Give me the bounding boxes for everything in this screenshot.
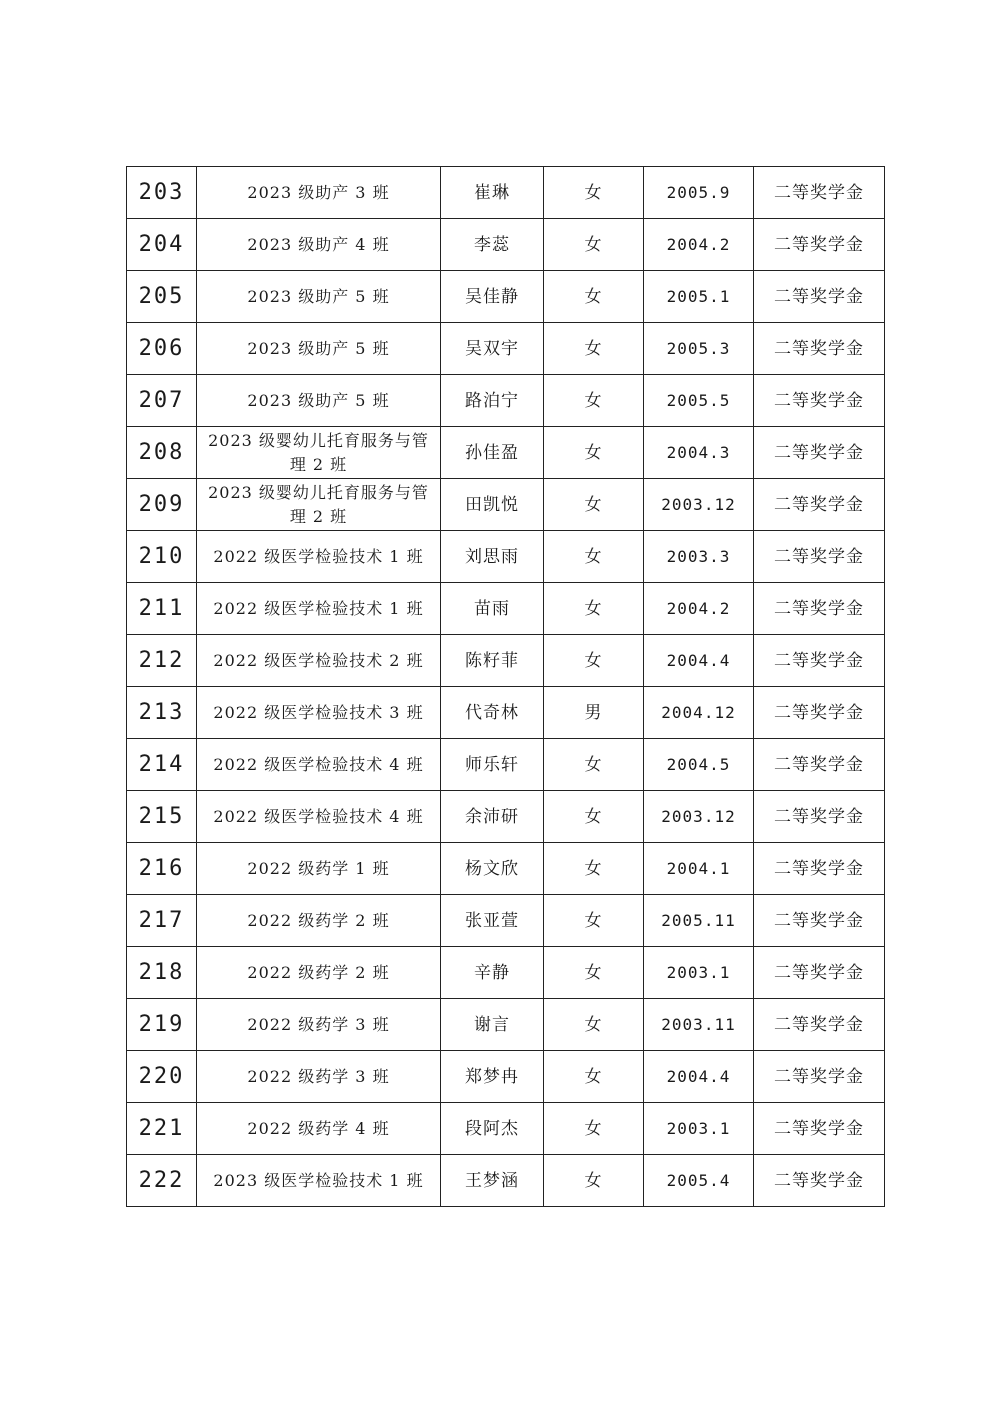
gender-cell: 女	[544, 479, 644, 531]
gender-cell: 女	[544, 843, 644, 895]
award-cell: 二等奖学金	[754, 687, 885, 739]
table-row	[127, 947, 885, 999]
row-number-cell: 207	[127, 375, 197, 427]
gender-cell: 女	[544, 1155, 644, 1207]
class-cell: 2022 级医学检验技术 3 班	[197, 687, 441, 739]
award-cell: 二等奖学金	[754, 999, 885, 1051]
birth-date-cell: 2005.3	[644, 323, 754, 375]
name-cell: 辛静	[441, 947, 544, 999]
class-cell: 2022 级医学检验技术 4 班	[197, 739, 441, 791]
class-cell: 2022 级药学 3 班	[197, 999, 441, 1051]
name-cell: 吴佳静	[441, 271, 544, 323]
name-cell: 田凯悦	[441, 479, 544, 531]
gender-cell: 女	[544, 531, 644, 583]
row-number-cell: 215	[127, 791, 197, 843]
table-row	[127, 843, 885, 895]
gender-cell: 女	[544, 167, 644, 219]
birth-date-cell: 2005.9	[644, 167, 754, 219]
table-row	[127, 375, 885, 427]
name-cell: 师乐轩	[441, 739, 544, 791]
award-cell: 二等奖学金	[754, 635, 885, 687]
birth-date-cell: 2003.12	[644, 791, 754, 843]
name-cell: 张亚萱	[441, 895, 544, 947]
name-cell: 孙佳盈	[441, 427, 544, 479]
row-number-cell: 204	[127, 219, 197, 271]
birth-date-cell: 2004.2	[644, 219, 754, 271]
table-row	[127, 1051, 885, 1103]
row-number-cell: 206	[127, 323, 197, 375]
birth-date-cell: 2004.4	[644, 1051, 754, 1103]
birth-date-cell: 2003.3	[644, 531, 754, 583]
birth-date-cell: 2003.11	[644, 999, 754, 1051]
gender-cell: 女	[544, 583, 644, 635]
award-cell: 二等奖学金	[754, 739, 885, 791]
award-cell: 二等奖学金	[754, 271, 885, 323]
table-row	[127, 1155, 885, 1207]
gender-cell: 女	[544, 1103, 644, 1155]
birth-date-cell: 2004.12	[644, 687, 754, 739]
award-cell: 二等奖学金	[754, 323, 885, 375]
table-row	[127, 531, 885, 583]
birth-date-cell: 2004.4	[644, 635, 754, 687]
gender-cell: 女	[544, 895, 644, 947]
class-cell: 2022 级医学检验技术 1 班	[197, 531, 441, 583]
scholarship-table	[126, 166, 885, 1207]
award-cell: 二等奖学金	[754, 1155, 885, 1207]
name-cell: 王梦涵	[441, 1155, 544, 1207]
name-cell: 杨文欣	[441, 843, 544, 895]
name-cell: 郑梦冉	[441, 1051, 544, 1103]
gender-cell: 男	[544, 687, 644, 739]
birth-date-cell: 2005.11	[644, 895, 754, 947]
birth-date-cell: 2005.5	[644, 375, 754, 427]
table-row	[127, 739, 885, 791]
row-number-cell: 205	[127, 271, 197, 323]
class-cell: 2023 级医学检验技术 1 班	[197, 1155, 441, 1207]
class-cell: 2023 级助产 5 班	[197, 323, 441, 375]
award-cell: 二等奖学金	[754, 791, 885, 843]
name-cell: 路泊宁	[441, 375, 544, 427]
class-cell: 2022 级医学检验技术 1 班	[197, 583, 441, 635]
gender-cell: 女	[544, 635, 644, 687]
class-cell: 2023 级助产 5 班	[197, 271, 441, 323]
row-number-cell: 212	[127, 635, 197, 687]
award-cell: 二等奖学金	[754, 531, 885, 583]
name-cell: 陈籽菲	[441, 635, 544, 687]
award-cell: 二等奖学金	[754, 583, 885, 635]
birth-date-cell: 2003.12	[644, 479, 754, 531]
name-cell: 苗雨	[441, 583, 544, 635]
class-cell: 2022 级医学检验技术 2 班	[197, 635, 441, 687]
table-row	[127, 271, 885, 323]
row-number-cell: 222	[127, 1155, 197, 1207]
row-number-cell: 211	[127, 583, 197, 635]
gender-cell: 女	[544, 999, 644, 1051]
award-cell: 二等奖学金	[754, 479, 885, 531]
class-cell: 2022 级药学 1 班	[197, 843, 441, 895]
table-row	[127, 323, 885, 375]
class-cell: 2023 级婴幼儿托育服务与管理 2 班	[197, 427, 441, 479]
birth-date-cell: 2004.1	[644, 843, 754, 895]
award-cell: 二等奖学金	[754, 167, 885, 219]
table-row	[127, 479, 885, 531]
gender-cell: 女	[544, 271, 644, 323]
class-cell: 2023 级助产 4 班	[197, 219, 441, 271]
class-cell: 2022 级药学 4 班	[197, 1103, 441, 1155]
class-cell: 2023 级助产 5 班	[197, 375, 441, 427]
name-cell: 吴双宇	[441, 323, 544, 375]
gender-cell: 女	[544, 791, 644, 843]
gender-cell: 女	[544, 219, 644, 271]
gender-cell: 女	[544, 1051, 644, 1103]
award-cell: 二等奖学金	[754, 1103, 885, 1155]
award-cell: 二等奖学金	[754, 219, 885, 271]
table-row	[127, 791, 885, 843]
name-cell: 李蕊	[441, 219, 544, 271]
table-row	[127, 895, 885, 947]
table-row	[127, 583, 885, 635]
row-number-cell: 208	[127, 427, 197, 479]
row-number-cell: 213	[127, 687, 197, 739]
name-cell: 余沛研	[441, 791, 544, 843]
class-cell: 2022 级医学检验技术 4 班	[197, 791, 441, 843]
row-number-cell: 209	[127, 479, 197, 531]
name-cell: 谢言	[441, 999, 544, 1051]
birth-date-cell: 2004.2	[644, 583, 754, 635]
class-cell: 2022 级药学 2 班	[197, 947, 441, 999]
award-cell: 二等奖学金	[754, 1051, 885, 1103]
table-row	[127, 999, 885, 1051]
gender-cell: 女	[544, 739, 644, 791]
award-cell: 二等奖学金	[754, 427, 885, 479]
gender-cell: 女	[544, 947, 644, 999]
award-cell: 二等奖学金	[754, 843, 885, 895]
name-cell: 崔琳	[441, 167, 544, 219]
gender-cell: 女	[544, 427, 644, 479]
table-row	[127, 687, 885, 739]
name-cell: 刘思雨	[441, 531, 544, 583]
birth-date-cell: 2004.3	[644, 427, 754, 479]
gender-cell: 女	[544, 323, 644, 375]
row-number-cell: 216	[127, 843, 197, 895]
table-row	[127, 427, 885, 479]
gender-cell: 女	[544, 375, 644, 427]
award-cell: 二等奖学金	[754, 895, 885, 947]
birth-date-cell: 2003.1	[644, 947, 754, 999]
class-cell: 2023 级助产 3 班	[197, 167, 441, 219]
row-number-cell: 214	[127, 739, 197, 791]
class-cell: 2022 级药学 2 班	[197, 895, 441, 947]
name-cell: 段阿杰	[441, 1103, 544, 1155]
class-cell: 2022 级药学 3 班	[197, 1051, 441, 1103]
birth-date-cell: 2005.1	[644, 271, 754, 323]
birth-date-cell: 2004.5	[644, 739, 754, 791]
table-row	[127, 219, 885, 271]
table-row	[127, 167, 885, 219]
class-cell: 2023 级婴幼儿托育服务与管理 2 班	[197, 479, 441, 531]
row-number-cell: 218	[127, 947, 197, 999]
name-cell: 代奇林	[441, 687, 544, 739]
award-cell: 二等奖学金	[754, 375, 885, 427]
birth-date-cell: 2005.4	[644, 1155, 754, 1207]
row-number-cell: 221	[127, 1103, 197, 1155]
row-number-cell: 203	[127, 167, 197, 219]
table-row	[127, 1103, 885, 1155]
row-number-cell: 217	[127, 895, 197, 947]
table-row	[127, 635, 885, 687]
scholarship-table-body	[127, 167, 885, 1207]
row-number-cell: 210	[127, 531, 197, 583]
row-number-cell: 219	[127, 999, 197, 1051]
birth-date-cell: 2003.1	[644, 1103, 754, 1155]
award-cell: 二等奖学金	[754, 947, 885, 999]
row-number-cell: 220	[127, 1051, 197, 1103]
